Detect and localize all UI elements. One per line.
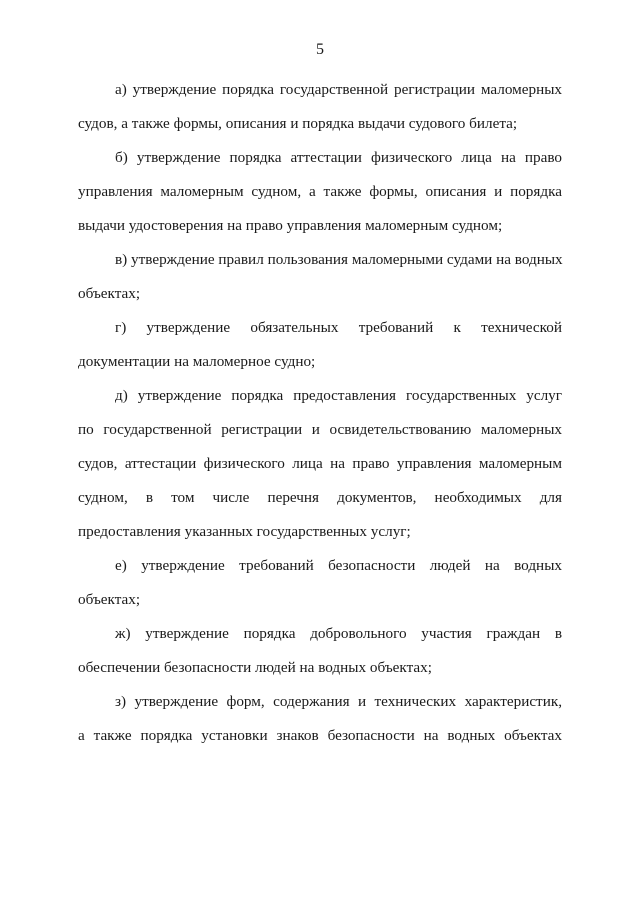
paragraph-line: е) утверждение требований безопасности людей на водных [115,557,562,574]
paragraph-line: судов, аттестации физического лица на право управления маломерным [78,455,562,472]
paragraph-line: документации на маломерное судно; [78,353,316,370]
paragraph-v [78,243,562,311]
paragraph-line: б) утверждение порядка аттестации физического лица на право [115,149,562,166]
paragraph-zh [78,617,562,685]
paragraph-line: управления маломерным судном, а также формы, описания и порядка [78,183,562,200]
paragraph-line: обеспечении безопасности людей на водных объектах; [78,659,432,676]
paragraph-line: в) утверждение правил пользования маломерными судами на водных [115,251,563,268]
paragraph-line: з) утверждение форм, содержания и технических характеристик, [115,693,562,710]
paragraph-line: выдачи удостоверения на право управления маломерным судном; [78,217,503,234]
paragraph-a [78,73,562,141]
paragraph-line: а также порядка установки знаков безопасности на водных объектах [78,727,562,744]
document-body [78,73,562,753]
paragraph-g [78,311,562,379]
page-number: 5 [316,41,324,58]
paragraph-d [78,379,562,549]
paragraph-line: судном, в том числе перечня документов, необходимых для [78,489,562,506]
paragraph-line: д) утверждение порядка предоставления государственных услуг [115,387,562,404]
paragraph-line: предоставления указанных государственных услуг; [78,523,411,540]
paragraph-line: судов, а также формы, описания и порядка выдачи судового билета; [78,115,518,132]
paragraph-b [78,141,562,243]
paragraph-e [78,549,562,617]
paragraph-line: ж) утверждение порядка добровольного участия граждан в [115,625,562,642]
paragraph-line: объектах; [78,285,141,302]
paragraph-line: объектах; [78,591,141,608]
paragraph-line: а) утверждение порядка государственной регистрации маломерных [115,81,562,98]
paragraph-line: г) утверждение обязательных требований к технической [115,319,562,336]
paragraph-line: по государственной регистрации и освидетельствованию маломерных [78,421,562,438]
paragraph-z [78,685,562,753]
